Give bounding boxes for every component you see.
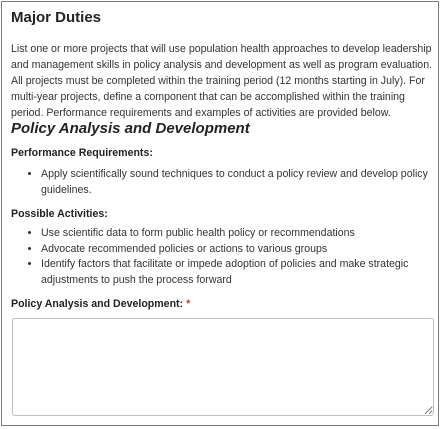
list-item: • Identify factors that facilitate or impede adoption of policies and make strategic adjustments to push the process forward xyxy=(41,257,433,288)
section-heading: Policy Analysis and Development xyxy=(11,120,250,137)
performance-requirements-list xyxy=(11,167,433,198)
policy-analysis-field-label xyxy=(11,298,190,310)
list-item: • Advocate recommended policies or actions to various groups xyxy=(41,242,433,258)
possible-activities-heading: Possible Activities: xyxy=(11,208,108,220)
list-item: • Use scientific data to form public health policy or recommendations xyxy=(41,226,433,242)
policy-analysis-textarea[interactable] xyxy=(12,318,434,416)
field-label-text: Policy Analysis and Development: xyxy=(11,298,184,310)
panel-title: Major Duties xyxy=(11,9,102,26)
intro-paragraph: List one or more projects that will use population health approaches to develop leadership and management skills in policy analysis and development as well as program evaluation. All projects must be completed within the training period (12 months starting in July). For multi-year projects, define a component that can be accomplished within the training period. Performance requirements and examples of activities are provided below. xyxy=(11,43,433,119)
list-item: • Apply scientifically sound techniques to conduct a policy review and develop policy guidelines. xyxy=(41,167,433,198)
major-duties-panel xyxy=(1,1,439,426)
possible-activities-list xyxy=(11,226,433,288)
required-indicator: * xyxy=(186,298,191,310)
performance-requirements-heading: Performance Requirements: xyxy=(11,147,153,159)
